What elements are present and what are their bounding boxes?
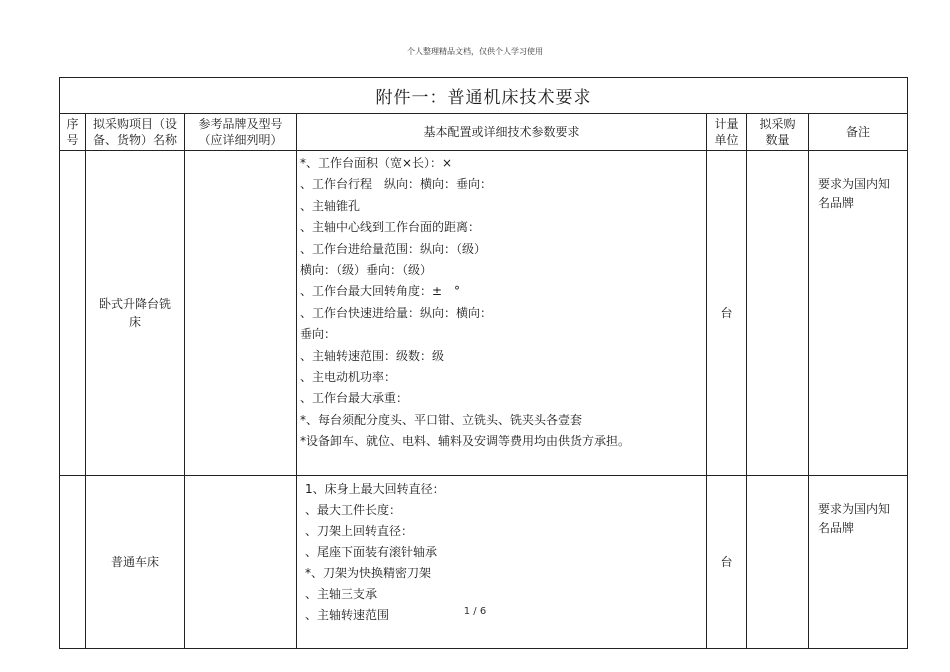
spec-line: 、最大工件长度： — [305, 503, 402, 517]
row-item-name: 卧式升降台铣床 — [86, 151, 185, 476]
header-seq: 序 号 — [60, 114, 86, 151]
spec-line: *设备卸车、就位、电料、辅料及安调等费用均由供货方承担。 — [300, 434, 631, 449]
row-brand — [185, 476, 297, 649]
spec-line: 垂向： — [300, 327, 337, 342]
document-title: 附件一：普通机床技术要求 — [60, 78, 908, 114]
spec-line: 、工作台快速进给量：纵向：横向： — [300, 305, 493, 320]
row-unit: 台 — [707, 476, 747, 649]
row-item-name: 普通车床 — [86, 476, 185, 649]
spec-line: *、刀架为快换精密刀架 — [305, 566, 432, 580]
row-note: 要求为国内知名品牌 — [809, 151, 908, 476]
spec-line: 、刀架上回转直径： — [305, 524, 414, 538]
header-unit: 计量 单位 — [707, 114, 747, 151]
row-brand — [185, 151, 297, 476]
spec-line: *、每台须配分度头、平口钳、立铣头、铣夹头各壹套 — [300, 412, 583, 427]
row-qty — [747, 151, 809, 476]
header-note: 备注 — [809, 114, 908, 151]
spec-line: 、工作台最大回转角度：± ° — [300, 284, 461, 299]
header-item: 拟采购项目（设 备、货物）名称 — [86, 114, 185, 151]
spec-line: 、主轴转速范围 — [305, 608, 390, 622]
table-header-row — [60, 114, 908, 151]
table-row — [60, 151, 908, 476]
spec-line: 1、床身上最大回转直径： — [305, 482, 445, 496]
spec-line: 、主轴转速范围：级数：级 — [300, 348, 445, 363]
header-brand: 参考品牌及型号 （应详细列明） — [185, 114, 297, 151]
row-unit: 台 — [707, 151, 747, 476]
spec-line: *、工作台面积（宽×长）：× — [300, 156, 453, 170]
row-qty — [747, 476, 809, 649]
row-seq — [60, 151, 86, 476]
row-seq — [60, 476, 86, 649]
row-spec — [297, 476, 707, 649]
spec-line: 、主轴中心线到工作台面的距离： — [300, 220, 481, 235]
spec-line: 、工作台进给量范围：纵向：（级） — [300, 241, 487, 256]
header-spec: 基本配置或详细技术参数要求 — [297, 114, 707, 151]
spec-line: 、主轴锥孔 — [300, 198, 361, 213]
spec-line: 、工作台最大承重： — [300, 391, 409, 406]
header-qty: 拟采购 数量 — [747, 114, 809, 151]
spec-line: 横向：（级）垂向：（级） — [300, 262, 433, 277]
page-header-note: 个人整理精品文档，仅供个人学习使用 — [407, 47, 543, 56]
spec-line: 、主电动机功率： — [300, 369, 397, 384]
table-row — [60, 476, 908, 649]
spec-line: 、主轴三支承 — [305, 587, 378, 601]
spec-line: 、工作台行程 纵向：横向：垂向： — [300, 177, 493, 192]
row-note: 要求为国内知名品牌 — [809, 476, 908, 649]
spec-line: 、尾座下面装有滚针轴承 — [305, 545, 438, 559]
spec-table — [59, 77, 908, 649]
row-spec — [297, 151, 707, 476]
page-number: 1 / 6 — [463, 606, 487, 617]
